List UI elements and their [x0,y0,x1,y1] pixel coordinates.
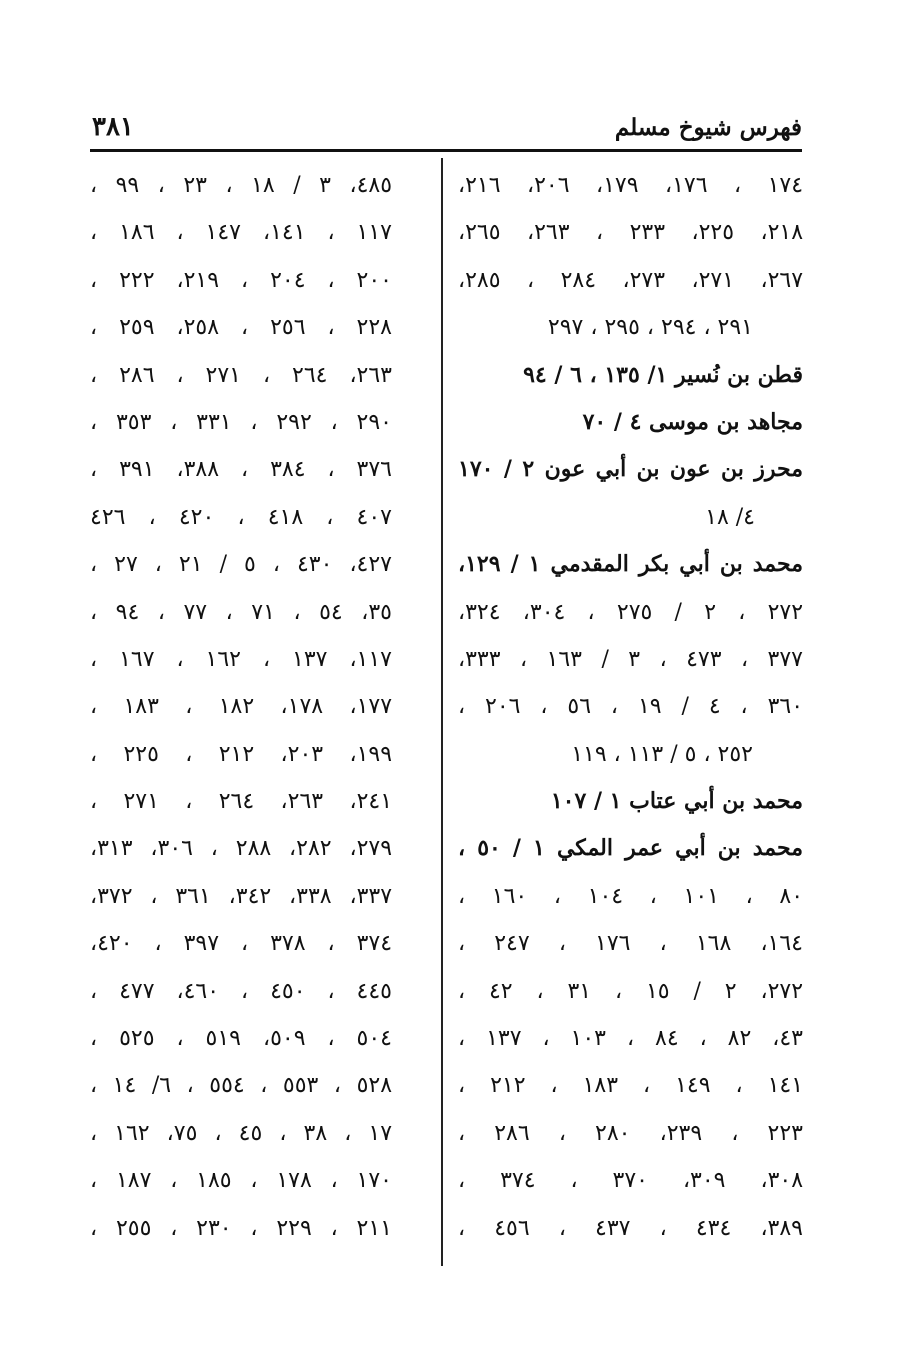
index-entry-name: محمد بن أبي عمر المكي ١ / ٥٠ ، [458,835,803,862]
index-line: ٢٢٣ ، ٢٣٩، ٢٨٠ ، ٢٨٦ ، [458,1120,803,1146]
index-line: ٢٧٢، ٢ / ١٥ ، ٣١ ، ٤٢ ، [458,978,804,1004]
index-line: ٣٠٨، ٣٠٩، ٣٧٠ ، ٣٧٤ ، [458,1168,804,1194]
index-line: ٤/ ١٨ [705,504,755,530]
index-line: ٣٣٧، ٣٣٨، ٣٤٢، ٣٦١ ، ٣٧٢، [90,883,393,909]
index-line: ٢٦٧، ٢٧١، ٢٧٣، ٢٨٤ ، ٢٨٥، [458,267,804,293]
index-entry-name: محمد بن أبي عتاب ١ / ١٠٧ [550,788,803,815]
index-line: ٢٩١ ، ٢٩٤ ، ٢٩٥ ، ٢٩٧ [547,315,753,341]
index-line: ١١٧، ١٣٧ ، ١٦٢ ، ١٦٧ ، [90,646,392,672]
index-line: ٤٨٥، ٣ / ١٨ ، ٢٣ ، ٩٩ ، [90,173,393,198]
index-line: ٤٠٧ ، ٤١٨ ، ٤٢٠ ، ٤٢٦ [90,504,392,530]
index-line: ١٤١ ، ١٤٩ ، ١٨٣ ، ٢١٢ ، [458,1073,804,1099]
index-line: ٣٧٤ ، ٣٧٨ ، ٣٩٧ ، ٤٢٠، [90,931,393,957]
index-line: ٢٩٠ ، ٢٩٢ ، ٣٣١ ، ٣٥٣ ، [90,409,392,435]
index-line: ١٧٠ ، ١٧٨ ، ١٨٥ ، ١٨٧ ، [90,1168,392,1194]
page-header [90,112,802,152]
header-rule [90,149,802,152]
index-line: ٢٤١، ٢٦٣، ٢٦٤ ، ٢٧١ ، [90,789,393,815]
index-line: ٣٧٦ ، ٣٨٤ ، ٣٨٨، ٣٩١ ، [90,457,392,483]
index-line: ٢٥٢ ، ٥ / ١١٣ ، ١١٩ [571,741,753,767]
index-line: ٢٧٢ ، ٢ / ٢٧٥ ، ٣٠٤، ٣٢٤، [458,599,804,625]
index-entry-name: مجاهد بن موسى ٤ / ٧٠ [582,408,803,435]
index-line: ٨٠ ، ١٠١ ، ١٠٤ ، ١٦٠ ، [458,883,804,909]
index-line: ٢٦٣، ٢٦٤ ، ٢٧١ ، ٢٨٦ ، [90,362,392,388]
index-entry-name: محرز بن عون بن أبي عون ٢ / ١٧٠ [458,456,804,483]
index-line: ٢١١ ، ٢٢٩ ، ٢٣٠ ، ٢٥٥ ، [90,1215,392,1241]
left-column [90,162,392,1252]
page-number: ٣٨١ [92,112,134,142]
index-line: ٤٣، ٨٢ ، ٨٤ ، ١٠٣ ، ١٣٧ ، [458,1026,803,1052]
index-line: ١٦٤، ١٦٨ ، ١٧٦ ، ٢٤٧ ، [458,931,803,957]
index-line: ١٧٧، ١٧٨، ١٨٢ ، ١٨٣ ، [90,694,393,720]
index-line: ٣٧٧ ، ٤٧٣ ، ٣ / ١٦٣ ، ٣٣٣، [458,646,803,672]
index-line: ٤٢٧، ٤٣٠ ، ٥ / ٢١ ، ٢٧ ، [90,552,392,578]
index-entry-name: محمد بن أبي بكر المقدمي ١ / ١٢٩، [458,551,803,578]
index-line: ١٧ ، ٣٨ ، ٤٥ ، ٧٥، ١٦٢ ، [90,1120,393,1146]
index-line: ٤٤٥ ، ٤٥٠ ، ٤٦٠، ٤٧٧ ، [90,978,392,1004]
index-line: ٣٨٩، ٤٣٤ ، ٤٣٧ ، ٤٥٦ ، [458,1215,803,1241]
index-line: ٢١٨، ٢٢٥، ٢٣٣ ، ٢٦٣، ٢٦٥، [458,220,804,246]
index-line: ٣٦٠ ، ٤ / ١٩ ، ٥٦ ، ٢٠٦ ، [458,694,804,720]
index-line: ٢٧٩، ٢٨٢، ٢٨٨ ، ٣٠٦، ٣١٣، [90,836,393,862]
index-line: ٥٠٤ ، ٥٠٩، ٥١٩ ، ٥٢٥ ، [90,1026,392,1052]
index-entry-name: قطن بن نُسير ١/ ١٣٥ ، ٦ / ٩٤ [523,361,803,388]
index-line: ١١٧ ، ١٤١، ١٤٧ ، ١٨٦ ، [90,220,392,246]
right-column [458,162,803,1252]
index-line: ٣٥، ٥٤ ، ٧١ ، ٧٧ ، ٩٤ ، [90,599,392,625]
index-line: ٥٢٨ ، ٥٥٣ ، ٥٥٤ ، ٦/ ١٤ ، [90,1073,393,1099]
column-divider [441,158,443,1266]
index-line: ١٩٩، ٢٠٣، ٢١٢ ، ٢٢٥ ، [90,741,393,767]
index-line: ٢٠٠ ، ٢٠٤ ، ٢١٩، ٢٢٢ ، [90,267,392,293]
index-line: ١٧٤ ، ١٧٦، ١٧٩، ٢٠٦، ٢١٦، [458,173,804,198]
page-title: فهرس شيوخ مسلم [614,114,802,141]
index-line: ٢٢٨ ، ٢٥٦ ، ٢٥٨، ٢٥٩ ، [90,315,392,341]
